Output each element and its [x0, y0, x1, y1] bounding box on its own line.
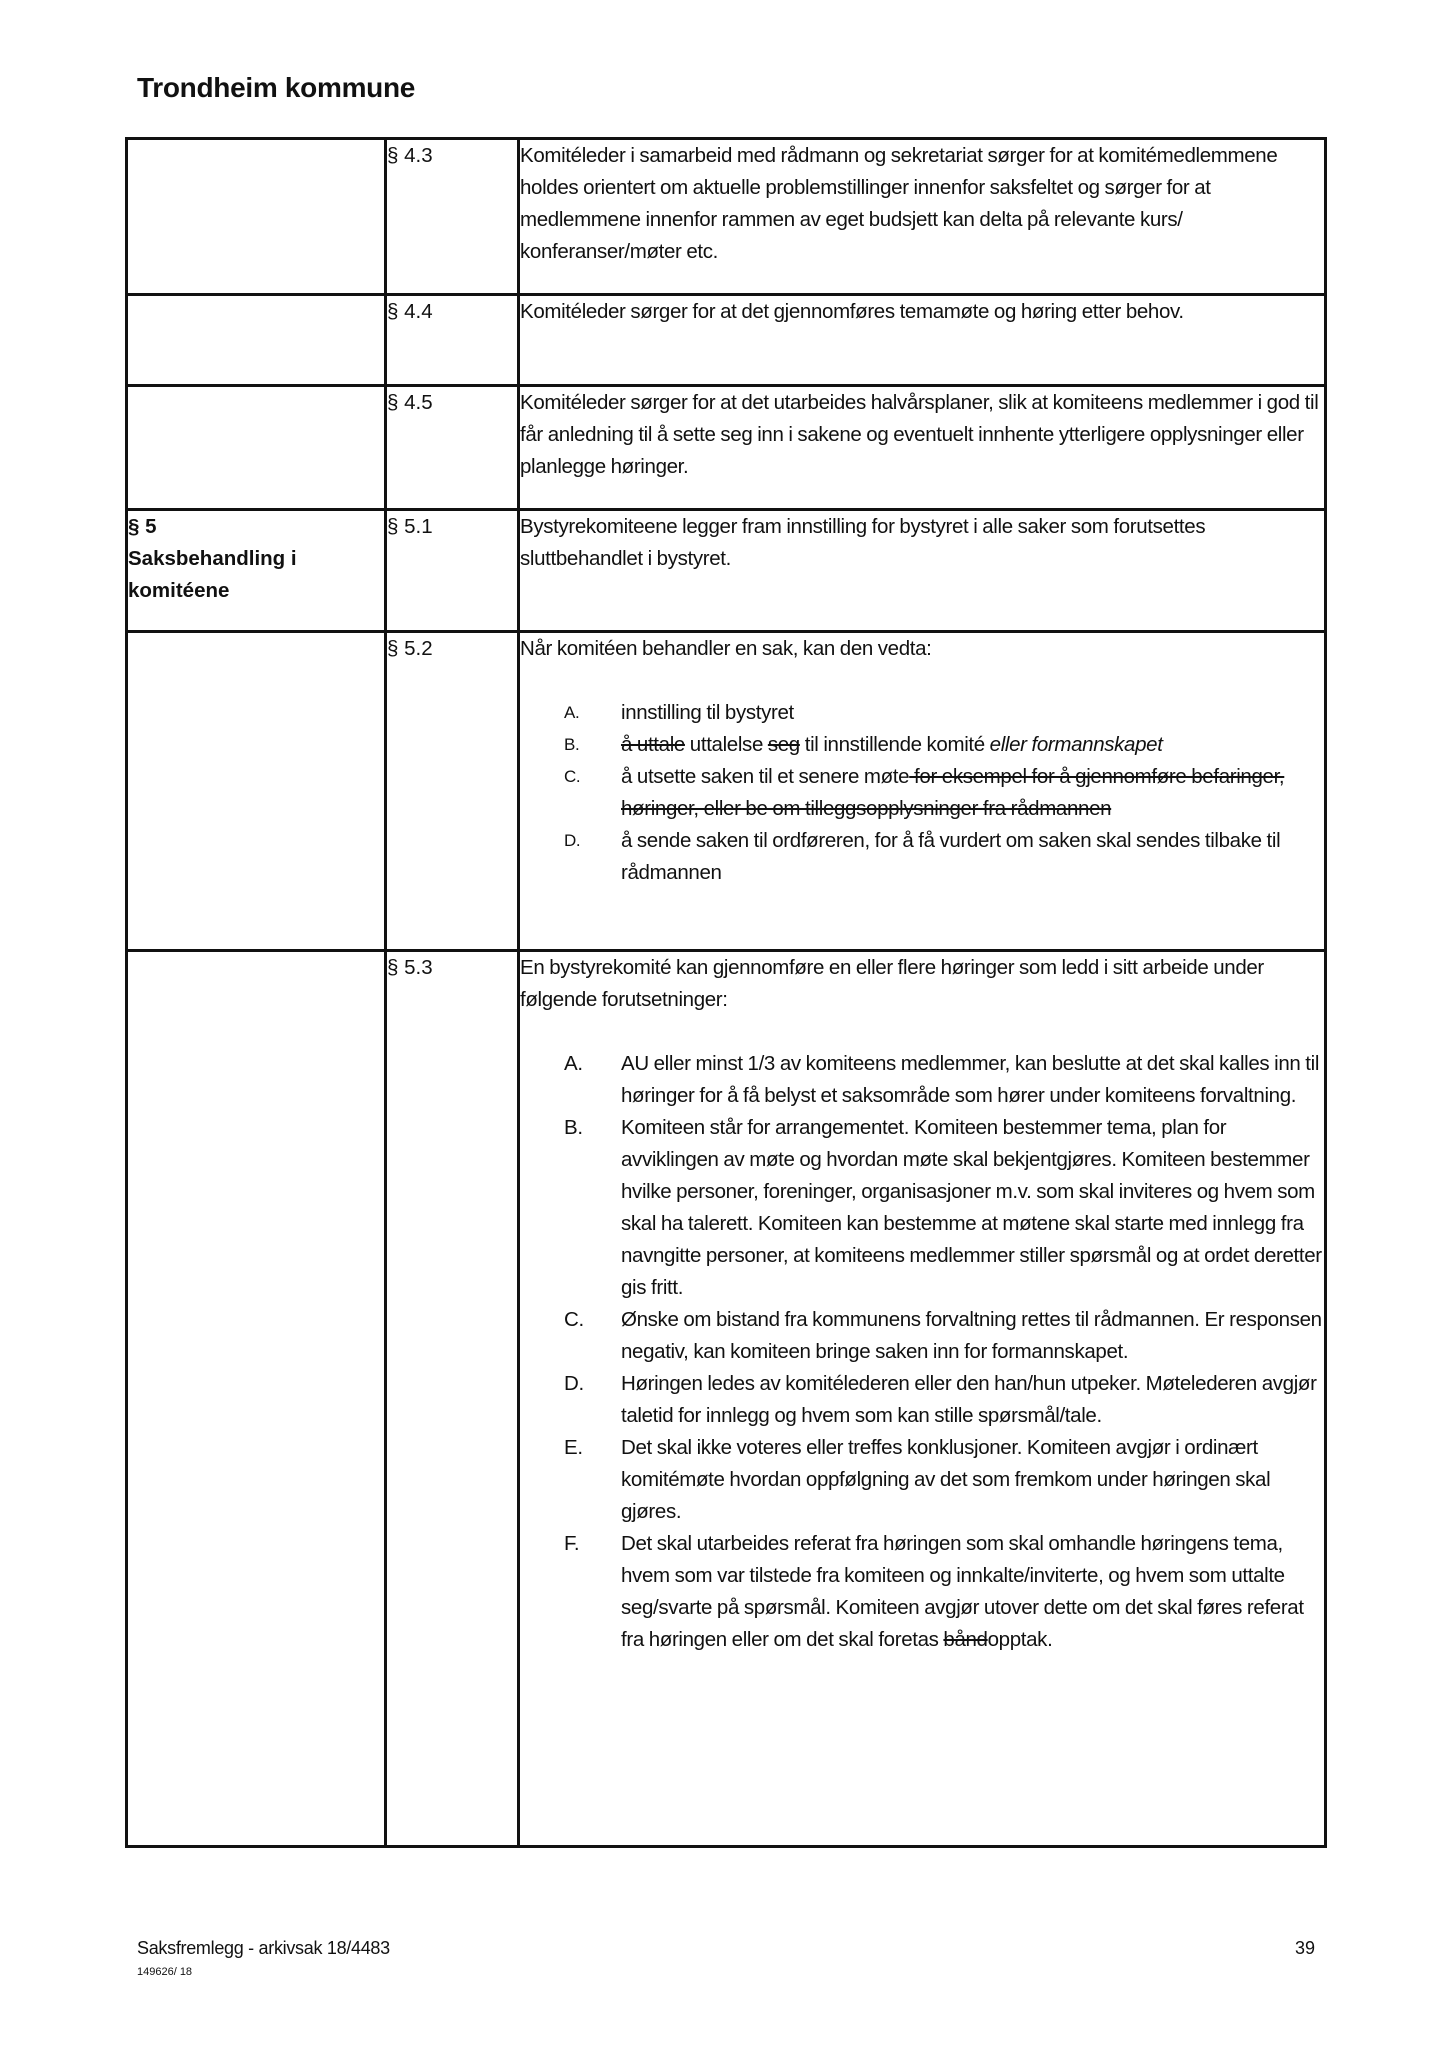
list-text: Det skal utarbeides referat fra høringen som skal omhandle høringens tema, hvem som var tilstede fra komiteen og innkalte/inviterte, og hvem som uttalte seg/svarte på spørsmål. Komiteen avgjør utover dette om det skal føres referat fra høringen eller om det skal foretas — [621, 1532, 1304, 1651]
paragraph-text: Komitéleder sørger for at det utarbeides halvårsplaner, slik at komiteens medlemmer i god til får anledning til å sette seg inn i sakene og eventuelt innhente ytterligere opplysninger eller planlegge høringer. — [519, 386, 1326, 510]
list-item — [564, 729, 1324, 761]
list-text: Høringen ledes av komitélederen eller den han/hun utpeker. Møtelederen avgjør taletid for innlegg og hvem som kan stille spørsmål/tale. — [621, 1372, 1317, 1427]
list-letter: C. — [564, 1308, 584, 1331]
list-letter: B. — [564, 735, 580, 754]
document-header-title: Trondheim kommune — [137, 72, 416, 103]
list-text: å sende saken til ordføreren, for å få vurdert om saken skal sendes tilbake til rådmannen — [621, 829, 1281, 884]
paragraph-number: § 5.2 — [386, 632, 519, 951]
struck-text: å uttale — [621, 733, 685, 756]
list-letter: B. — [564, 1116, 583, 1139]
paragraph-text: Komitéleder i samarbeid med rådmann og sekretariat sørger for at komitémedlemmene holdes orientert om aktuelle problemstillinger innenfor saksfeltet og sørger for at medlemmene innenfor rammen av eget budsjett kan delta på relevante kurs/ konferanser/møter etc. — [519, 139, 1326, 295]
list-text: å utsette saken til et senere møte — [621, 765, 910, 788]
list-item — [564, 1304, 1324, 1368]
paragraph-text: Komitéleder sørger for at det gjennomføres temamøte og høring etter behov. — [519, 295, 1326, 386]
page-number: 39 — [1295, 1938, 1316, 1958]
section-cell — [127, 139, 386, 295]
struck-text: for eksempel for å gjennomføre befaringer, høringer, eller be om tilleggsopplysninger fra rådmannen — [621, 765, 1285, 820]
section-cell — [127, 386, 386, 510]
struck-text: seg — [767, 733, 800, 756]
list-item — [564, 761, 1324, 825]
list-item — [564, 825, 1324, 889]
list-text: Ønske om bistand fra kommunens forvaltning rettes til rådmannen. Er responsen negativ, kan komiteen bringe saken inn for formannskapet. — [621, 1308, 1322, 1363]
table-row — [127, 951, 1326, 1847]
table-row — [127, 386, 1326, 510]
section-title: Saksbehandling i komitéene — [128, 547, 297, 602]
section-cell — [127, 632, 386, 951]
list-letter: D. — [564, 831, 581, 850]
list-letter: A. — [564, 1052, 583, 1075]
decision-options-list — [520, 697, 1324, 889]
regulations-table — [125, 137, 1327, 1848]
footer-document-reference: Saksfremlegg - arkivsak 18/4483 — [137, 1938, 390, 1958]
hearing-conditions-list — [520, 1048, 1324, 1656]
list-item — [564, 1048, 1324, 1112]
list-text: Det skal ikke voteres eller treffes konklusjoner. Komiteen avgjør i ordinært komitémøte hvordan oppfølgning av det som fremkom under høringen skal gjøres. — [621, 1436, 1271, 1523]
list-item — [564, 1112, 1324, 1304]
paragraph-number: § 5.1 — [386, 510, 519, 632]
section-cell — [127, 951, 386, 1847]
footer-document-id: 149626/ 18 — [137, 1966, 193, 1978]
paragraph-text: Bystyrekomiteene legger fram innstilling for bystyret i alle saker som forutsettes sluttbehandlet i bystyret. — [519, 510, 1326, 632]
table-row — [127, 139, 1326, 295]
table-row — [127, 295, 1326, 386]
list-text: innstilling til bystyret — [621, 701, 794, 724]
paragraph-text — [519, 632, 1326, 951]
table-row — [127, 510, 1326, 632]
section-cell — [127, 295, 386, 386]
list-text: opptak. — [987, 1628, 1053, 1651]
paragraph-number: § 4.5 — [386, 386, 519, 510]
inserted-italic-text: eller formannskapet — [989, 733, 1163, 756]
list-text: uttalelse — [684, 733, 768, 756]
list-item — [564, 697, 1324, 729]
list-letter: C. — [564, 767, 581, 786]
list-letter: A. — [564, 703, 580, 722]
paragraph-number: § 4.3 — [386, 139, 519, 295]
paragraph-number: § 5.3 — [386, 951, 519, 1847]
paragraph-text — [519, 951, 1326, 1847]
list-letter: E. — [564, 1436, 583, 1459]
list-letter: D. — [564, 1372, 584, 1395]
section-number: § 5 — [128, 515, 157, 538]
list-item — [564, 1528, 1324, 1656]
list-text: til innstillende komité — [799, 733, 990, 756]
paragraph-intro: Når komitéen behandler en sak, kan den vedta: — [520, 637, 932, 660]
list-text: AU eller minst 1/3 av komiteens medlemmer, kan beslutte at det skal kalles inn til høringer for å få belyst et saksområde som hører under komiteens forvaltning. — [621, 1052, 1320, 1107]
struck-text: bånd — [943, 1628, 988, 1651]
paragraph-number: § 4.4 — [386, 295, 519, 386]
table-row — [127, 632, 1326, 951]
section-cell — [127, 510, 386, 632]
list-item — [564, 1432, 1324, 1528]
list-text: Komiteen står for arrangementet. Komiteen bestemmer tema, plan for avviklingen av møte og hvordan møte skal bekjentgjøres. Komiteen bestemmer hvilke personer, foreninger, organisasjoner m.v. som skal inviteres og hvem som skal ha talerett. Komiteen kan bestemme at møtene skal starte med innlegg fra navngitte personer, at komiteens medlemmer stiller spørsmål og at ordet deretter gis fritt. — [621, 1116, 1322, 1299]
list-letter: F. — [564, 1532, 580, 1555]
list-item — [564, 1368, 1324, 1432]
paragraph-intro: En bystyrekomité kan gjennomføre en eller flere høringer som ledd i sitt arbeide under følgende forutsetninger: — [520, 956, 1264, 1011]
